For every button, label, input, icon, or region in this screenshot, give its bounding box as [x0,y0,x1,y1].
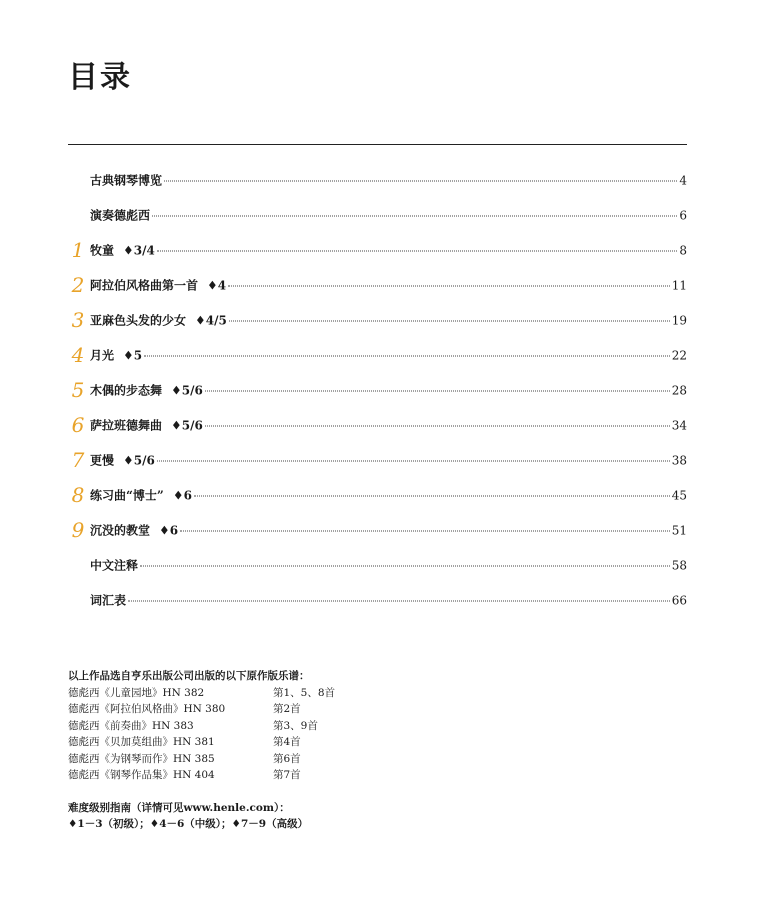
toc-entry-label [90,276,687,293]
toc-entry-page: 58 [671,558,687,572]
toc-leader-dots [152,215,677,216]
source-row [68,718,335,735]
toc-entry-difficulty: ♦5/6 [123,453,155,467]
toc-entry-page: 8 [679,243,687,257]
toc-entry-number: 7 [71,447,85,472]
source-row [68,734,335,751]
toc-entry-title: 词汇表 [90,593,127,607]
toc-entry-title: 月光 [90,348,115,362]
toc-entry-label [90,381,687,398]
source-pieces: 第7首 [273,769,301,781]
toc-entry[interactable] [68,407,687,442]
toc-entry[interactable] [68,372,687,407]
toc-entry-page: 34 [671,418,687,432]
toc-entry-label [90,451,687,468]
toc-entry-difficulty: ♦4 [207,278,227,292]
toc-entry-number: 6 [71,412,85,437]
toc-entry-page: 4 [679,173,687,187]
source-row [68,685,335,702]
source-work: 德彪西《前奏曲》HN 383 [68,719,194,732]
toc-entry[interactable] [68,267,687,302]
source-row [68,701,335,718]
toc-entry-page: 66 [671,593,687,607]
toc-entry-number: 3 [71,307,85,332]
toc-entry-difficulty: ♦4/5 [195,313,227,327]
toc-entry[interactable] [68,512,687,547]
toc-entry[interactable] [68,477,687,512]
toc-leader-dots [164,180,677,181]
toc-entry-label [90,591,687,608]
toc-leader-dots [128,600,670,601]
toc-entry[interactable] [68,302,687,337]
toc-entry-page: 51 [671,523,687,537]
toc-entry-label [90,346,687,363]
toc-entry-page: 28 [671,383,687,397]
toc-entry-title: 更慢 [90,453,115,467]
toc-entry[interactable] [68,232,687,267]
toc-entry[interactable] [68,582,687,617]
source-row [68,751,335,768]
source-pieces: 第6首 [273,752,301,765]
difficulty-guide [68,800,335,833]
source-work: 德彪西《贝加莫组曲》HN 381 [68,736,215,748]
page-title: 目录 [68,60,132,95]
toc-entry-title: 演奏德彪西 [90,208,151,222]
toc-entry-label [90,171,687,188]
toc-entry-title: 木偶的步态舞 [90,383,163,397]
toc-entry-title: 中文注释 [90,558,139,572]
source-row [68,767,335,784]
toc-entry-label [90,311,687,328]
toc-leader-dots [157,250,678,251]
toc-entry[interactable] [68,442,687,477]
toc-leader-dots [144,355,670,356]
toc-entry-number: 9 [71,517,85,542]
toc-entry-page: 45 [671,488,687,502]
toc-entry-page: 6 [679,208,687,222]
toc-entry[interactable] [68,547,687,582]
toc-entry-page: 19 [671,313,687,327]
toc-entry-label [90,556,687,573]
toc-entry-title: 古典钢琴博览 [90,173,163,187]
toc-entry-number: 1 [71,237,85,262]
toc-entry-number: 2 [71,272,85,297]
edition-notes [68,668,335,833]
source-pieces: 第2首 [273,703,301,715]
toc-entry-difficulty: ♦6 [159,523,179,537]
toc-leader-dots [205,390,670,391]
toc-leader-dots [140,565,670,566]
toc-entry-title: 牧童 [90,243,115,257]
table-of-contents [68,162,687,617]
toc-entry-title: 亚麻色头发的少女 [90,313,187,327]
sources-heading: 以上作品选自亨乐出版公司出版的以下原作版乐谱： [68,670,310,682]
toc-entry-number: 5 [71,377,85,402]
source-work: 德彪西《钢琴作品集》HN 404 [68,769,215,781]
toc-entry[interactable] [68,162,687,197]
toc-entry-label [90,416,687,433]
toc-entry-label [90,486,687,503]
toc-entry-title: 萨拉班德舞曲 [90,418,163,432]
toc-entry-number: 4 [71,342,85,367]
toc-entry-difficulty: ♦5/6 [171,383,203,397]
toc-leader-dots [157,460,670,461]
source-pieces: 第3、9首 [273,719,318,732]
toc-entry-number: 8 [71,482,85,507]
toc-entry[interactable] [68,197,687,232]
toc-entry-label [90,241,687,258]
source-pieces: 第1、5、8首 [273,686,336,699]
toc-entry[interactable] [68,337,687,372]
guide-levels: ♦1－3（初级）；♦4－6（中级）；♦7－9（高级） [68,818,309,830]
guide-heading: 难度级别指南（详情可见www.henle.com）： [68,801,290,814]
toc-entry-page: 38 [671,453,687,467]
toc-leader-dots [194,495,670,496]
toc-entry-difficulty: ♦3/4 [123,243,155,257]
toc-entry-difficulty: ♦5 [123,348,143,362]
toc-entry-title: 练习曲“博士” [90,488,164,502]
toc-entry-difficulty: ♦5/6 [171,418,203,432]
toc-entry-title: 沉没的教堂 [90,523,151,537]
toc-leader-dots [205,425,670,426]
toc-entry-page: 11 [671,278,687,292]
toc-entry-page: 22 [671,348,687,362]
toc-entry-title: 阿拉伯风格曲第一首 [90,278,199,292]
toc-leader-dots [229,320,670,321]
toc-entry-difficulty: ♦6 [172,488,192,502]
source-work: 德彪西《为钢琴而作》HN 385 [68,752,215,765]
source-work: 德彪西《儿童园地》HN 382 [68,686,205,699]
sources-list [68,685,335,784]
source-work: 德彪西《阿拉伯风格曲》HN 380 [68,703,226,715]
source-pieces: 第4首 [273,736,301,748]
toc-leader-dots [228,285,670,286]
title-divider [68,144,687,145]
toc-entry-label [90,206,687,223]
toc-leader-dots [180,530,670,531]
toc-entry-label [90,521,687,538]
